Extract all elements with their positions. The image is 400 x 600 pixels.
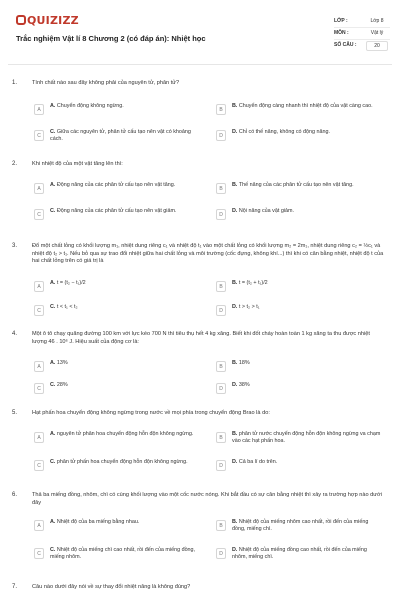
logo-mark-icon: [16, 15, 26, 25]
option-key: A.: [50, 182, 56, 188]
option-letter: B: [216, 281, 226, 292]
option-key: B.: [232, 431, 238, 437]
option-key: A.: [50, 103, 56, 109]
option-a[interactable]: [34, 277, 202, 297]
option-text: 13%: [56, 360, 68, 366]
option-text: Chuyển động không ngừng.: [56, 103, 124, 109]
question-text: Thả ba miếng đồng, nhôm, chì có cùng khối lượng vào một cốc nước nóng. Khi bắt đầu có sự cân bằng nhiệt thì xảy ra trường hợp nào dưới đây: [32, 492, 382, 506]
option-text: Động năng của các phân tử cấu tạo nên vật giảm.: [56, 208, 177, 214]
option-d[interactable]: [216, 544, 384, 564]
option-d[interactable]: [216, 205, 384, 225]
question-text: Tính chất nào sau đây không phải của nguyên tử, phân tử?: [32, 80, 180, 86]
meta-count-label: SỐ CÂU :: [334, 42, 357, 48]
option-c[interactable]: [34, 126, 202, 146]
option-text: Nhiệt độ của miếng nhôm cao nhất, rồi đến của miếng đồng, miếng chì.: [232, 519, 369, 532]
option-d[interactable]: [216, 379, 384, 399]
option-key: A.: [50, 431, 56, 437]
option-letter: C: [34, 548, 44, 559]
option-b[interactable]: [216, 428, 384, 448]
meta-count-row: [334, 40, 390, 52]
option-text: Thế năng của các phân tử cấu tạo nên vật tăng.: [238, 182, 354, 188]
question-number: 1.: [12, 80, 18, 86]
option-text: Chỉ có thế năng, không có động năng.: [238, 129, 331, 135]
option-key: C.: [50, 129, 56, 135]
option-letter: D: [216, 460, 226, 471]
option-text: Động năng của các phân tử cấu tạo nên vật tăng.: [56, 182, 176, 188]
option-b[interactable]: [216, 357, 384, 377]
option-letter: D: [216, 305, 226, 316]
option-a[interactable]: [34, 100, 202, 120]
option-a[interactable]: [34, 516, 202, 536]
option-text: Chuyển động càng nhanh thì nhiệt độ của vật càng cao.: [238, 103, 373, 109]
option-key: A.: [50, 519, 56, 525]
question-text: Hạt phấn hoa chuyển động không ngừng trong nước về mọi phía trong chuyển động Brao là do:: [32, 410, 270, 416]
option-key: D.: [232, 459, 238, 465]
option-key: D.: [232, 208, 238, 214]
option-letter: C: [34, 305, 44, 316]
option-key: D.: [232, 382, 238, 388]
option-b[interactable]: [216, 179, 384, 199]
option-d[interactable]: [216, 301, 384, 321]
option-d[interactable]: [216, 456, 384, 476]
worksheet-header: [16, 12, 386, 60]
option-letter: B: [216, 104, 226, 115]
meta-count-value: 20: [366, 41, 388, 51]
option-key: A.: [50, 360, 56, 366]
option-key: B.: [232, 182, 238, 188]
option-letter: D: [216, 548, 226, 559]
option-letter: C: [34, 383, 44, 394]
option-text: 28%: [56, 382, 68, 388]
option-a[interactable]: [34, 179, 202, 199]
option-text: t = (t₂ − t₁)/2: [56, 280, 86, 286]
option-text: 38%: [238, 382, 250, 388]
meta-class-value: Lớp 8: [370, 18, 384, 24]
question-number: 5.: [12, 410, 18, 416]
meta-class-row: [334, 16, 390, 28]
option-b[interactable]: [216, 277, 384, 297]
question-number: 7.: [12, 584, 18, 590]
option-a[interactable]: [34, 357, 202, 377]
option-letter: A: [34, 361, 44, 372]
question-text: Câu nào dưới đây nói về sự thay đổi nhiệt năng là không đúng?: [32, 584, 191, 590]
option-key: D.: [232, 129, 238, 135]
worksheet-meta: [334, 16, 390, 52]
option-text: Nội năng của vật giảm.: [238, 208, 295, 214]
option-text: Nhiệt độ của ba miếng bằng nhau.: [56, 519, 140, 525]
option-text: t > t₂ > t₁: [238, 304, 260, 310]
option-letter: C: [34, 130, 44, 141]
meta-subject-row: [334, 28, 390, 40]
option-letter: D: [216, 130, 226, 141]
logo-text: QUIZIZZ: [27, 14, 79, 27]
option-c[interactable]: [34, 456, 202, 476]
option-letter: B: [216, 183, 226, 194]
question-number: 3.: [12, 243, 18, 249]
option-c[interactable]: [34, 379, 202, 399]
option-key: C.: [50, 304, 56, 310]
option-text: Cả ba lí do trên.: [238, 459, 278, 465]
option-text: phân tử nước chuyển động hỗn độn không ngừng va chạm vào các hạt phấn hoa.: [232, 431, 381, 444]
option-letter: A: [34, 183, 44, 194]
option-key: A.: [50, 280, 56, 286]
question-text: Một ô tô chạy quãng đường 100 km với lực kéo 700 N thì tiêu thụ hết 4 kg xăng. Biết khi đốt cháy hoàn toàn 1 kg xăng ta thu được nhiệt lượng 46 . 10⁶ J. Hiệu suất của động cơ là:: [32, 331, 370, 345]
option-letter: C: [34, 209, 44, 220]
option-d[interactable]: [216, 126, 384, 146]
option-b[interactable]: [216, 516, 384, 536]
option-letter: B: [216, 432, 226, 443]
option-text: Giữa các nguyên tử, phân tử cấu tạo nên vật có khoảng cách.: [50, 129, 191, 142]
option-key: C.: [50, 547, 56, 553]
option-key: B.: [232, 280, 238, 286]
option-key: B.: [232, 360, 238, 366]
question-number: 4.: [12, 331, 18, 337]
option-text: nguyên tử phân hoa chuyển động hỗn độn không ngừng.: [56, 431, 194, 437]
option-letter: A: [34, 281, 44, 292]
meta-subject-label: MÔN :: [334, 30, 349, 36]
option-c[interactable]: [34, 205, 202, 225]
question-text: Khi nhiệt độ của một vật tăng lên thì:: [32, 161, 123, 167]
meta-subject-value: Vật lý: [370, 30, 384, 36]
option-text: Nhiệt độ của miếng chì cao nhất, rồi đến của miếng đồng, miếng nhôm.: [50, 547, 196, 560]
option-text: t = (t₂ + t₁)/2: [238, 280, 268, 286]
option-key: B.: [232, 103, 238, 109]
option-key: D.: [232, 304, 238, 310]
option-text: t < t₁ < t₂: [56, 304, 78, 310]
option-key: B.: [232, 519, 238, 525]
option-key: D.: [232, 547, 238, 553]
option-letter: D: [216, 209, 226, 220]
question-number: 6.: [12, 492, 18, 498]
option-letter: B: [216, 361, 226, 372]
option-letter: B: [216, 520, 226, 531]
option-text: 18%: [238, 360, 250, 366]
option-key: C.: [50, 208, 56, 214]
option-letter: A: [34, 432, 44, 443]
option-text: phân tử phấn hoa chuyển động hỗn độn không ngừng.: [56, 459, 188, 465]
quizizz-logo: [16, 14, 79, 27]
option-c[interactable]: [34, 301, 202, 321]
worksheet-title: Trắc nghiệm Vật lí 8 Chương 2 (có đáp án): Nhiệt học: [16, 34, 206, 43]
question-text: Đổ một chất lỏng có khối lượng m₁, nhiệt dung riêng c₁ và nhiệt độ t₁ vào một chất lỏng có khối lượng m₂ = 2m₁, nhiệt dung riêng c₂ = ½c₁ và nhiệt độ t₂ > t₁. Nếu bỏ qua sự trao đổi nhiệt giữa hai chất lỏng và môi trường (cốc đựng, không khí...) thì khi có cân bằng nhiệt, nhiệt độ t của hai chất lỏng trên có giá trị là: [32, 243, 384, 264]
option-letter: C: [34, 460, 44, 471]
option-text: Nhiệt độ của miếng đồng cao nhất, rồi đến của miếng nhôm, miếng chì.: [232, 547, 367, 560]
option-a[interactable]: [34, 428, 202, 448]
question-number: 2.: [12, 161, 18, 167]
header-divider: [8, 64, 392, 65]
option-b[interactable]: [216, 100, 384, 120]
option-key: C.: [50, 459, 56, 465]
option-c[interactable]: [34, 544, 202, 564]
option-letter: D: [216, 383, 226, 394]
option-letter: A: [34, 104, 44, 115]
meta-class-label: LỚP :: [334, 18, 348, 24]
option-letter: A: [34, 520, 44, 531]
option-key: C.: [50, 382, 56, 388]
